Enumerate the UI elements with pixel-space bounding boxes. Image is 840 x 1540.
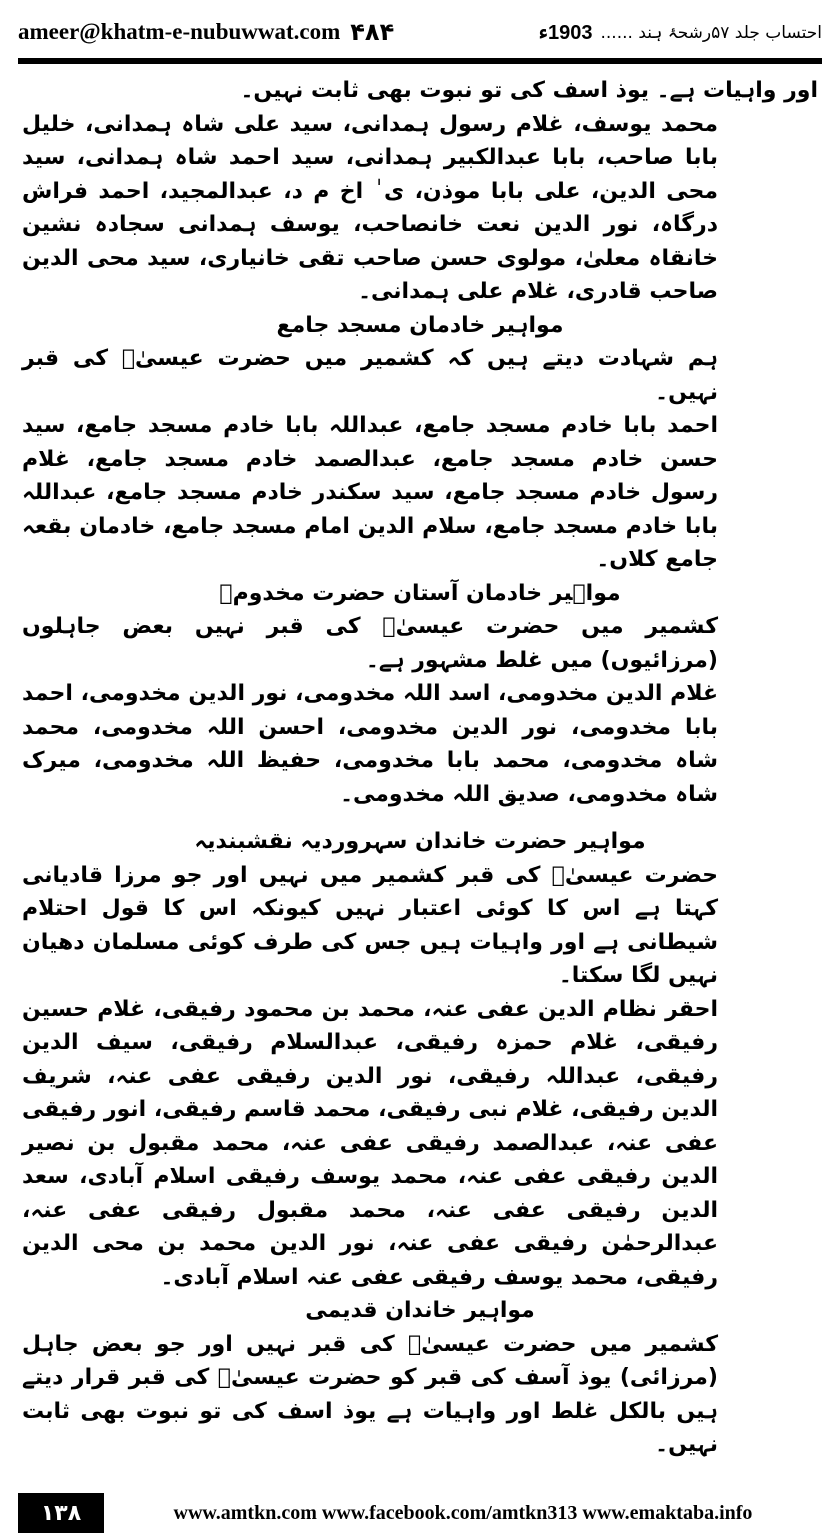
header-page-number: ۴۸۴ <box>350 18 395 46</box>
header-right <box>539 20 822 45</box>
heading-qadeemi: مواہیر خاندان قدیمی <box>305 1298 535 1323</box>
heading-suharwardia: مواہیر حضرت خاندان سہروردیہ نقشبندیہ <box>194 829 646 854</box>
paragraph-1: اور واہیات ہے۔ یوذ اسف کی تو نبوت بھی ثابت نہیں۔ <box>240 78 818 103</box>
signatories-hamdani: محمد یوسف، غلام رسول ہمدانی، سید علی شاہ ہمدانی، خلیل بابا صاحب، بابا عبدالکبیر ہمدانی، سید احمد شاہ ہمدانی، سید محی الدین، علی بابا موذن، ی ٰ اخ م د، عبدالمجید، احمد فراش درگاہ، نور الدین نعت خانصاحب، یوسف ہمدانی سجادہ نشین خانقاہ معلیٰ، مولوی حسن صاحب تقی خانیاری، سید محی الدین صاحب قادری، غلام علی ہمدانی۔ <box>22 111 718 304</box>
header-email: ameer@khatm-e-nubuwwat.com <box>18 19 341 44</box>
header-left <box>18 18 394 46</box>
heading-makhdoom: مواہیر خادمان آستان حضرت مخدومؒ <box>219 580 621 606</box>
header-rule <box>18 58 822 64</box>
statement-qadeemi: کشمیر میں حضرت عیسیٰؑ کی قبر نہیں اور جو بعض جاہل (مرزائی) یوذ آسف کی قبر کو حضرت عیسیٰؑ کی قبر قرار دیتے ہیں بالکل غلط اور واہیات ہے یوذ اسف کی تو نبوت بھی ثابت نہیں۔ <box>22 1331 718 1457</box>
header-year: 1903ء <box>538 21 593 44</box>
signatories-jama-masjid: احمد بابا خادم مسجد جامع، عبداللہ بابا خادم مسجد جامع، سید حسن خادم مسجد جامع، عبدالصمد خادم مسجد جامع، غلام رسول خادم مسجد جامع، سید سکندر خادم مسجد جامع، عبداللہ بابا خادم مسجد جامع، سلام الدین امام مسجد جامع، خادمان بقعہ جامع کلاں۔ <box>22 413 718 572</box>
page-footer <box>18 1492 822 1534</box>
page-header <box>18 12 822 52</box>
signatories-rafiqi: احقر نظام الدین عفی عنہ، محمد بن محمود رفیقی، غلام حسین رفیقی، غلام حمزہ رفیقی، عبدالسلام رفیقی، سیف الدین رفیقی، عبداللہ رفیقی، نور الدین رفیقی عفی عنہ، شریف الدین رفیقی، غلام نبی رفیقی، محمد قاسم رفیقی، انور رفیقی عفی عنہ، عبدالصمد رفیقی عفی عنہ، محمد مقبول بن نصیر الدین رفیقی عفی عنہ، محمد یوسف رفیقی اسلام آبادی، سعد الدین رفیقی عفی عنہ، محمد مقبول رفیقی عفی عنہ، عبدالرحمٰن رفیقی عفی عنہ، نور الدین محمد بن محی الدین رفیقی، محمد یوسف رفیقی عفی عنہ اسلام آبادی۔ <box>22 996 718 1290</box>
statement-suharwardia: حضرت عیسیٰؑ کی قبر کشمیر میں نہیں اور جو مرزا قادیانی کہتا ہے اس کا کوئی اعتبار نہیں کیونکہ اس کا قول احتلام شیطانی ہے اور واہیات ہیں جس کی طرف کوئی مسلمان دھیان نہیں لگا سکتا۔ <box>22 862 718 988</box>
heading-jama-masjid: مواہیر خادمان مسجد جامع <box>276 312 564 338</box>
statement-makhdoom: کشمیر میں حضرت عیسیٰؑ کی قبر نہیں بعض جاہلوں (مرزائیوں) میں غلط مشہور ہے۔ <box>22 614 718 673</box>
statement-jama-masjid: ہم شہادت دیتے ہیں کہ کشمیر میں حضرت عیسیٰؑ کی قبر نہیں۔ <box>22 346 718 405</box>
header-title: احتساب جلد ۵۷رشحۂ ہند ...... <box>600 22 822 43</box>
footer-page-number: ۱۳۸ <box>18 1493 104 1533</box>
signatories-makhdoom: غلام الدین مخدومی، اسد اللہ مخدومی، نور الدین مخدومی، احمد بابا مخدومی، نور الدین مخدومی، احسن اللہ مخدومی، محمد شاہ مخدومی، محمد بابا مخدومی، حفیظ اللہ مخدومی، میرک شاہ مخدومی، صدیق اللہ مخدومی۔ <box>22 681 718 807</box>
footer-links: www.amtkn.com www.facebook.com/amtkn313 www.emaktaba.info <box>173 1501 753 1524</box>
page-body <box>22 74 818 1462</box>
